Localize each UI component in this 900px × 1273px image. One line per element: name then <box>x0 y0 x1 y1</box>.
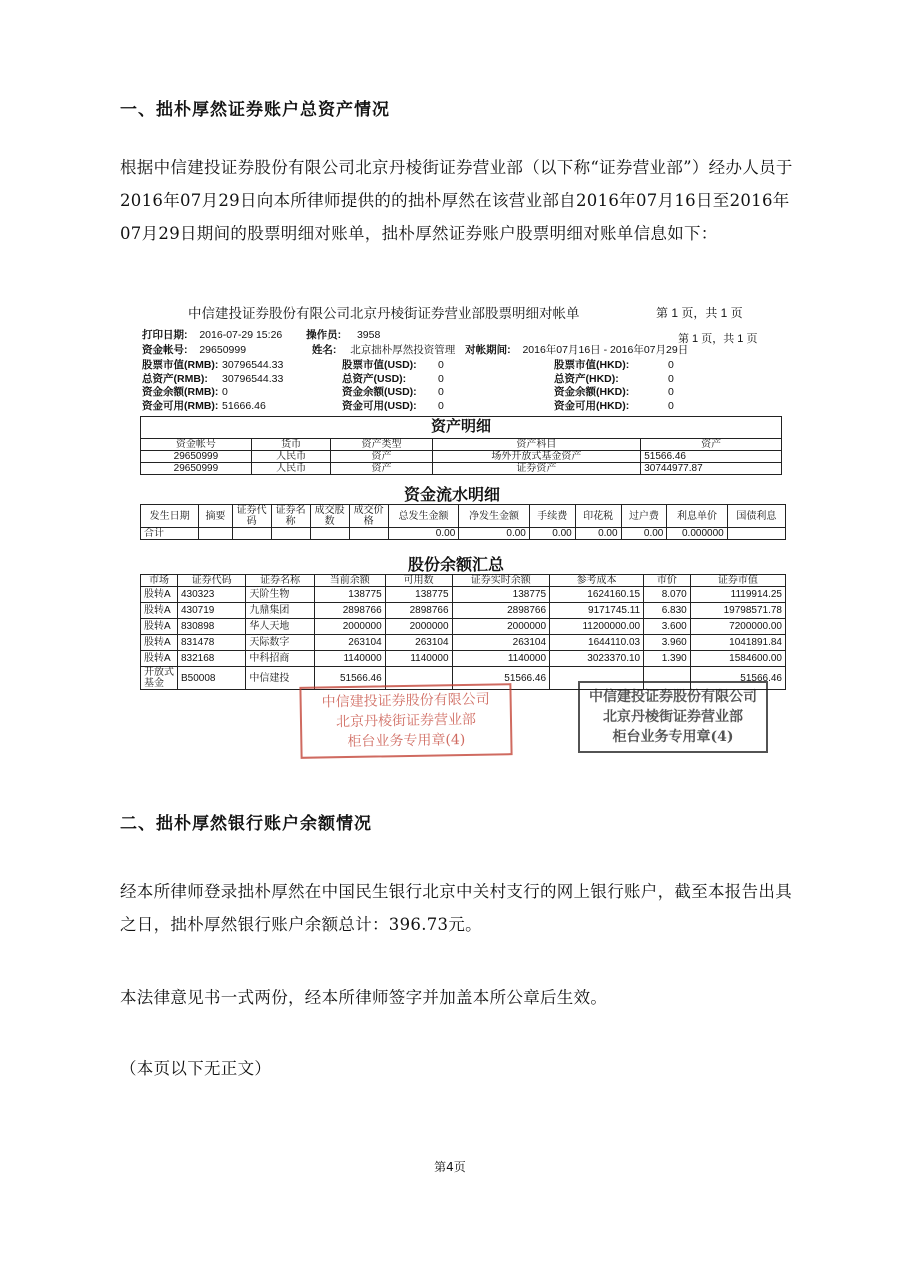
balance-label: 资金可用(USD): <box>342 399 417 412</box>
holdings-cell: 1140000 <box>314 651 385 667</box>
holdings-cell: 830898 <box>178 619 246 635</box>
holdings-table <box>140 574 786 690</box>
balance-value: 0 <box>222 386 228 398</box>
holdings-cell: 1140000 <box>385 651 452 667</box>
holdings-cell: 2000000 <box>314 619 385 635</box>
closing-paragraph: 本法律意见书一式两份，经本所律师签字并加盖本所公章后生效。 <box>120 988 608 1007</box>
holdings-header-cell: 市场 <box>141 575 178 587</box>
account-row <box>142 343 688 357</box>
holdings-cell: 天阶生物 <box>246 587 314 603</box>
cashflow-total-cell: 合计 <box>141 528 199 540</box>
holdings-cell: 中科招商 <box>246 651 314 667</box>
dark-seal-line-2: 北京丹棱街证券营业部 <box>603 709 743 725</box>
assets-cell: 人民币 <box>251 451 331 463</box>
assets-cell: 人民币 <box>251 463 331 475</box>
balance-label: 资金余额(RMB): <box>142 386 219 398</box>
balance-value: 30796544.33 <box>222 359 284 371</box>
table-row <box>141 603 786 619</box>
balance-value: 0 <box>668 399 674 412</box>
table-row <box>141 463 782 475</box>
assets-header-cell: 货币 <box>251 439 331 451</box>
assets-header-cell: 资金帐号 <box>141 439 252 451</box>
cashflow-header-cell: 过户费 <box>621 505 667 528</box>
cashflow-total-cell: 0.00 <box>459 528 530 540</box>
no-text-below-note: （本页以下无正文） <box>120 1059 272 1078</box>
holdings-cell: 股转A <box>141 603 178 619</box>
red-company-seal <box>299 683 512 759</box>
balance-label: 资金余额(HKD): <box>554 386 630 398</box>
cashflow-header-cell: 利息单价 <box>667 505 727 528</box>
balance-value: 0 <box>668 372 674 385</box>
assets-cell: 30744977.87 <box>641 463 782 475</box>
cashflow-total-cell <box>199 528 232 540</box>
period-label: 对帐期间: <box>465 344 511 356</box>
cashflow-total-cell: 0.00 <box>575 528 621 540</box>
holdings-cell: 天际数字 <box>246 635 314 651</box>
assets-table <box>140 416 782 475</box>
holdings-cell: 263104 <box>385 635 452 651</box>
holdings-cell: 2898766 <box>385 603 452 619</box>
cashflow-header-cell: 证券代码 <box>232 505 271 528</box>
holdings-header-cell: 证券市值 <box>690 575 785 587</box>
cashflow-header-cell: 净发生金额 <box>459 505 530 528</box>
operator-value: 3958 <box>356 329 381 341</box>
balance-value: 0 <box>438 372 444 385</box>
section1-paragraph <box>120 151 800 250</box>
holdings-cell: 263104 <box>314 635 385 651</box>
name-label: 姓名: <box>311 344 337 356</box>
cashflow-header-cell: 成交股数 <box>310 505 349 528</box>
holdings-header-cell: 证券代码 <box>178 575 246 587</box>
balance-label: 股票市值(RMB): <box>142 359 219 371</box>
name-value: 北京拙朴厚然投资管理 <box>350 344 456 356</box>
holdings-cell: 8.070 <box>644 587 691 603</box>
holdings-cell: B50008 <box>178 667 246 690</box>
holdings-header-cell: 市价 <box>644 575 691 587</box>
cashflow-total-cell <box>727 528 785 540</box>
print-date-value: 2016-07-29 15:26 <box>199 329 283 341</box>
holdings-cell: 9171745.11 <box>550 603 644 619</box>
cashflow-header-cell: 成交价格 <box>349 505 388 528</box>
dark-company-seal <box>578 681 768 753</box>
assets-header-cell: 资产类型 <box>331 439 432 451</box>
balance-value: 0 <box>438 359 444 371</box>
assets-cell: 29650999 <box>141 463 252 475</box>
cashflow-header-cell: 摘要 <box>199 505 232 528</box>
holdings-cell: 1041891.84 <box>690 635 785 651</box>
red-seal-line-3: 柜台业务专用章(4) <box>347 731 466 751</box>
section2-paragraph-text: 经本所律师登录拙朴厚然在中国民生银行北京中关村支行的网上银行账户，截至本报告出具之日，拙朴厚然银行账户余额总计：396.73元。 <box>120 882 792 934</box>
cashflow-header-cell: 手续费 <box>529 505 575 528</box>
table-row <box>141 451 782 463</box>
cashflow-title: 资金流水明细 <box>404 485 501 504</box>
cashflow-total-cell: 0.000000 <box>667 528 727 540</box>
print-date-label: 打印日期: <box>142 329 188 341</box>
cashflow-total-cell <box>310 528 349 540</box>
cashflow-header-cell: 国债利息 <box>727 505 785 528</box>
section2-paragraph <box>120 875 800 941</box>
cashflow-header-cell: 发生日期 <box>141 505 199 528</box>
red-seal-line-1: 中信建投证券股份有限公司 <box>321 691 490 711</box>
dark-seal-line-1: 中信建投证券股份有限公司 <box>589 689 757 705</box>
holdings-cell: 6.830 <box>644 603 691 619</box>
assets-cell: 场外开放式基金资产 <box>432 451 641 463</box>
holdings-cell: 开放式基金 <box>141 667 178 690</box>
table-row <box>141 651 786 667</box>
assets-cell: 51566.46 <box>641 451 782 463</box>
holdings-cell: 1140000 <box>452 651 550 667</box>
balance-label: 股票市值(HKD): <box>554 359 630 371</box>
balance-value: 0 <box>668 386 674 398</box>
balance-label: 资金可用(HKD): <box>554 399 630 412</box>
holdings-cell: 430323 <box>178 587 246 603</box>
holdings-cell: 2898766 <box>314 603 385 619</box>
holdings-cell: 1644110.03 <box>550 635 644 651</box>
holdings-header-cell: 证券实时余额 <box>452 575 550 587</box>
balance-value: 51666.46 <box>222 399 266 412</box>
holdings-cell: 华人天地 <box>246 619 314 635</box>
cashflow-total-cell <box>271 528 310 540</box>
cashflow-header-cell: 总发生金额 <box>388 505 459 528</box>
cashflow-total-cell: 0.00 <box>388 528 459 540</box>
section1-heading: 一、拙朴厚然证券账户总资产情况 <box>120 100 390 120</box>
table-row <box>141 635 786 651</box>
balance-value: 0 <box>438 386 444 398</box>
holdings-header-cell: 当前余额 <box>314 575 385 587</box>
cashflow-table <box>140 504 786 540</box>
table-row <box>141 587 786 603</box>
table-row <box>141 619 786 635</box>
holdings-cell: 832168 <box>178 651 246 667</box>
balance-value: 30796544.33 <box>222 372 284 385</box>
balance-label: 总资产(RMB): <box>142 372 208 385</box>
cashflow-total-cell: 0.00 <box>529 528 575 540</box>
holdings-cell: 51566.46 <box>452 667 550 690</box>
holdings-cell: 1119914.25 <box>690 587 785 603</box>
operator-label: 操作员: <box>306 329 342 341</box>
holdings-cell: 1.390 <box>644 651 691 667</box>
balance-label: 总资产(USD): <box>342 372 407 385</box>
cashflow-header-cell: 印花税 <box>575 505 621 528</box>
statement-page-number: 第 1 页，共 1 页 <box>656 306 743 320</box>
holdings-cell: 138775 <box>385 587 452 603</box>
cashflow-total-cell: 0.00 <box>621 528 667 540</box>
holdings-cell: 1584600.00 <box>690 651 785 667</box>
holdings-cell: 7200000.00 <box>690 619 785 635</box>
holdings-cell: 3023370.10 <box>550 651 644 667</box>
holdings-cell: 3.600 <box>644 619 691 635</box>
holdings-cell: 51566.46 <box>314 667 385 690</box>
balance-label: 资金可用(RMB): <box>142 399 219 412</box>
balance-value: 0 <box>438 399 444 412</box>
holdings-cell: 831478 <box>178 635 246 651</box>
section2-heading: 二、拙朴厚然银行账户余额情况 <box>120 814 372 834</box>
holdings-cell: 股转A <box>141 651 178 667</box>
assets-title: 资产明细 <box>430 417 491 435</box>
cashflow-total-cell <box>349 528 388 540</box>
holdings-cell: 九鼎集团 <box>246 603 314 619</box>
holdings-cell: 2898766 <box>452 603 550 619</box>
holdings-cell: 股转A <box>141 635 178 651</box>
holdings-cell: 3.960 <box>644 635 691 651</box>
statement-title: 中信建投证券股份有限公司北京丹棱街证券营业部股票明细对帐单 <box>188 306 580 321</box>
statement-page-number-2: 第 1 页，共 1 页 <box>678 333 758 345</box>
assets-header-cell: 资产 <box>641 439 782 451</box>
page-footer: 第4页 <box>434 1160 466 1174</box>
holdings-cell: 2000000 <box>385 619 452 635</box>
holdings-cell: 138775 <box>452 587 550 603</box>
holdings-cell: 138775 <box>314 587 385 603</box>
assets-cell: 29650999 <box>141 451 252 463</box>
holdings-header-cell: 参考成本 <box>550 575 644 587</box>
red-seal-line-2: 北京丹棱街证券营业部 <box>335 711 477 731</box>
balance-label: 资金余额(USD): <box>342 386 417 398</box>
holdings-cell: 430719 <box>178 603 246 619</box>
assets-cell: 资产 <box>331 463 432 475</box>
holdings-cell: 中信建投 <box>246 667 314 690</box>
balance-label: 股票市值(USD): <box>342 359 417 371</box>
holdings-cell: 51566.46 <box>690 667 785 690</box>
section1-paragraph-text: 根据中信建投证券股份有限公司北京丹棱街证券营业部（以下称“证券营业部”）经办人员于2016年07月29日向本所律师提供的的拙朴厚然在该营业部自2016年07月16日至2016年07月29日期间的股票明细对账单，拙朴厚然证券账户股票明细对账单信息如下： <box>120 158 793 243</box>
holdings-cell: 1624160.15 <box>550 587 644 603</box>
holdings-cell: 11200000.00 <box>550 619 644 635</box>
holdings-cell: 股转A <box>141 587 178 603</box>
holdings-title: 股份余额汇总 <box>408 555 505 574</box>
assets-header-cell: 资产科目 <box>432 439 641 451</box>
period-value: 2016年07月16日 - 2016年07月29日 <box>522 344 689 356</box>
holdings-header-cell: 可用数 <box>385 575 452 587</box>
account-label: 资金帐号: <box>142 344 188 356</box>
cashflow-header-cell: 证券名称 <box>271 505 310 528</box>
print-date-row <box>142 328 380 342</box>
holdings-cell: 2000000 <box>452 619 550 635</box>
balance-label: 总资产(HKD): <box>554 372 619 385</box>
cashflow-total-cell <box>232 528 271 540</box>
balance-value: 0 <box>668 359 674 371</box>
holdings-header-cell: 证券名称 <box>246 575 314 587</box>
assets-cell: 资产 <box>331 451 432 463</box>
holdings-cell: 263104 <box>452 635 550 651</box>
holdings-cell: 19798571.78 <box>690 603 785 619</box>
assets-cell: 证券资产 <box>432 463 641 475</box>
dark-seal-line-3: 柜台业务专用章(4) <box>612 729 734 745</box>
account-value: 29650999 <box>199 344 247 356</box>
holdings-cell: 股转A <box>141 619 178 635</box>
